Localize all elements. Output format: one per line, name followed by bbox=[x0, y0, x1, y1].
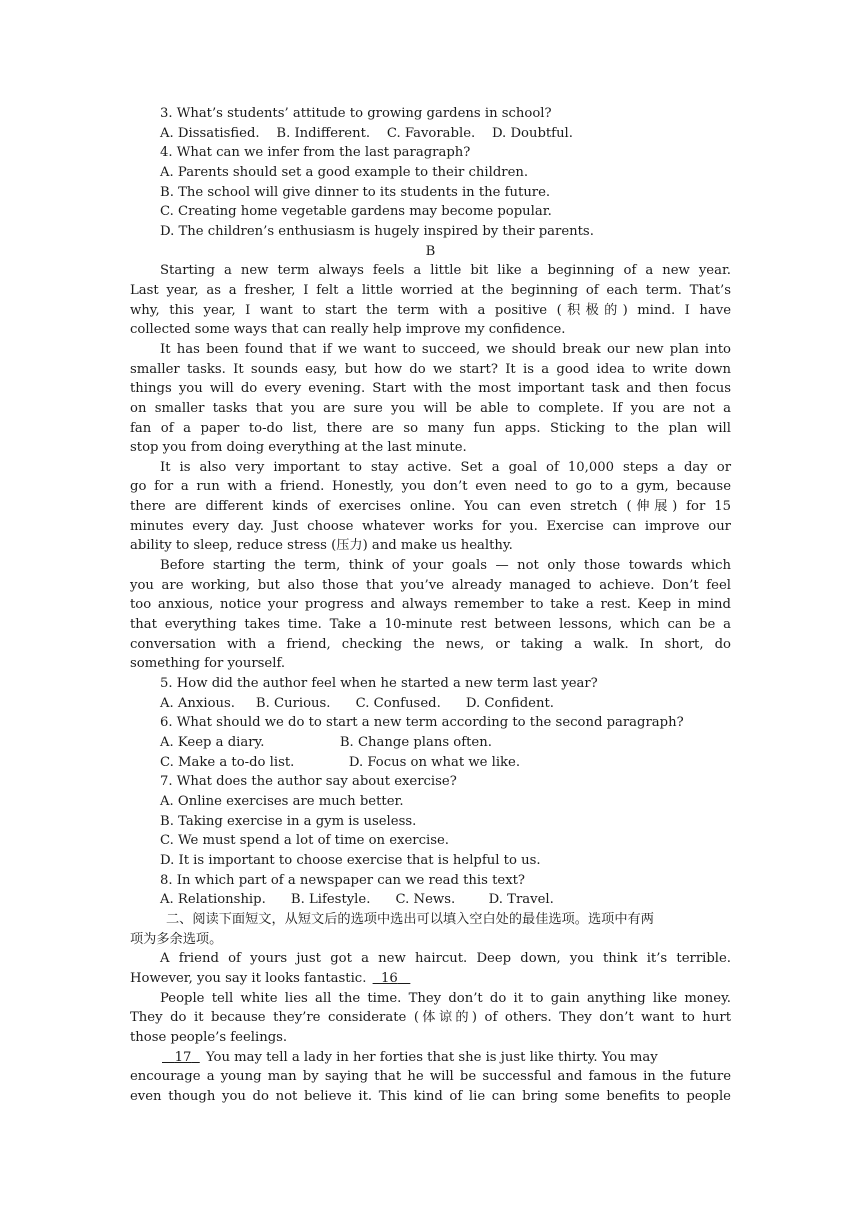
question-8: 8. In which part of a newspaper can we read this text? bbox=[160, 872, 526, 888]
passage-line: that everything takes time. Take a 10-minute rest between lessons, which can be a bbox=[130, 617, 731, 633]
passage-line: stop you from doing everything at the last minute. bbox=[130, 440, 467, 456]
passage-line: A friend of yours just got a new haircut. Deep down, you think it’s terrible. bbox=[160, 951, 731, 967]
passage-c-paragraph-2 bbox=[130, 989, 731, 1048]
passage-line: even though you do not believe it. This kind of lie can bring some benefits to people bbox=[130, 1088, 731, 1104]
passage-line: things you will do every evening. Start with the most important task and then focus bbox=[130, 381, 731, 397]
instruction-line-2: 项为多余选项。 bbox=[130, 931, 223, 947]
blank-17 bbox=[160, 1048, 202, 1068]
passage-line: It has been found that if we want to succeed, we should break our new plan into bbox=[160, 341, 731, 357]
passage-line: go for a run with a friend. Honestly, you don’t even need to go to a gym, because bbox=[130, 479, 731, 495]
blank-16-number: 16 bbox=[380, 970, 398, 986]
questions-3-4 bbox=[130, 104, 731, 242]
section-b-title: B bbox=[425, 243, 436, 259]
passage-line: those people’s feelings. bbox=[130, 1029, 288, 1045]
question-6-options-ab: A. Keep a diary. B. Change plans often. bbox=[160, 735, 492, 750]
question-7: 7. What does the author say about exercise? bbox=[160, 774, 457, 790]
question-4-option-a: A. Parents should set a good example to their children. bbox=[160, 164, 529, 180]
question-4-option-c: C. Creating home vegetable gardens may become popular. bbox=[160, 204, 552, 220]
passage-line: Before starting the term, think of your goals — not only those towards which bbox=[160, 558, 731, 574]
question-6-options-cd: C. Make a to-do list. D. Focus on what we like. bbox=[160, 754, 521, 770]
passage-line: smaller tasks. It sounds easy, but how do we start? It is a good idea to write down bbox=[130, 361, 731, 377]
passage-b-paragraph-3 bbox=[130, 458, 731, 556]
question-4-option-d: D. The children’s enthusiasm is hugely inspired by their parents. bbox=[160, 223, 594, 239]
passage-line: People tell white lies all the time. They don’t do it to gain anything like money. bbox=[160, 990, 731, 1006]
passage-line: fan of a paper to-do list, there are so many fun apps. Sticking to the plan will bbox=[130, 420, 731, 436]
passage-line: why, this year, I want to start the term with a positive (积极的) mind. I have bbox=[130, 302, 731, 318]
question-5: 5. How did the author feel when he started a new term last year? bbox=[160, 676, 598, 692]
section-two-instructions bbox=[130, 910, 731, 949]
question-7-option-c: C. We must spend a lot of time on exercise. bbox=[160, 833, 449, 849]
passage-line: Last year, as a fresher, I felt a little worried at the beginning of each term. That’s bbox=[130, 282, 731, 298]
passage-line: on smaller tasks that you are sure you will be able to complete. If you are not a bbox=[130, 400, 731, 416]
passage-line: collected some ways that can really help improve my confidence. bbox=[130, 322, 566, 338]
question-7-option-d: D. It is important to choose exercise that is helpful to us. bbox=[160, 852, 541, 868]
passage-line: It is also very important to stay active. Set a goal of 10,000 steps a day or bbox=[160, 459, 731, 475]
passage-line: you are working, but also those that you’ve already managed to achieve. Don’t feel bbox=[130, 577, 731, 593]
question-4: 4. What can we infer from the last paragraph? bbox=[160, 145, 471, 161]
passage-b-paragraph-1 bbox=[130, 261, 731, 340]
question-6: 6. What should we do to start a new term according to the second paragraph? bbox=[160, 715, 684, 731]
passage-line bbox=[130, 1048, 731, 1068]
passage-line: They do it because they’re considerate (体谅的) of others. They don’t want to hurt bbox=[130, 1010, 731, 1026]
passage-line: there are different kinds of exercises online. You can even stretch (伸展) for 15 bbox=[130, 499, 731, 515]
passage-c-paragraph-1 bbox=[130, 949, 731, 988]
passage-text: You may tell a lady in her forties that she is just like thirty. You may bbox=[201, 1049, 658, 1065]
question-5-options: A. Anxious. B. Curious. C. Confused. D. Confident. bbox=[160, 695, 554, 711]
passage-line: Starting a new term always feels a little bit like a beginning of a new year. bbox=[160, 263, 731, 279]
document-page bbox=[130, 104, 731, 1106]
passage-text: However, you say it looks fantastic. bbox=[130, 970, 371, 986]
question-3: 3. What’s students’ attitude to growing gardens in school? bbox=[160, 106, 552, 121]
question-4-option-b: B. The school will give dinner to its students in the future. bbox=[160, 184, 551, 200]
questions-5-8 bbox=[130, 674, 731, 910]
passage-line: conversation with a friend, checking the news, or taking a walk. In short, do bbox=[130, 636, 731, 652]
passage-b-paragraph-2 bbox=[130, 340, 731, 458]
question-7-option-b: B. Taking exercise in a gym is useless. bbox=[160, 813, 417, 829]
passage-line: minutes every day. Just choose whatever works for you. Exercise can improve our bbox=[130, 518, 731, 534]
passage-c-paragraph-3 bbox=[130, 1048, 731, 1107]
instruction-line-1: 二、阅读下面短文，从短文后的选项中选出可以填入空白处的最佳选项。选项中有两 bbox=[166, 911, 654, 927]
passage-line: too anxious, notice your progress and always remember to take a rest. Keep in mind bbox=[130, 597, 731, 613]
passage-line: ability to sleep, reduce stress (压力) and make us healthy. bbox=[130, 538, 513, 554]
blank-16 bbox=[371, 969, 413, 989]
passage-line bbox=[130, 969, 731, 989]
question-3-options: A. Dissatisfied. B. Indifferent. C. Favorable. D. Doubtful. bbox=[160, 125, 573, 141]
passage-line: encourage a young man by saying that he will be successful and famous in the future bbox=[130, 1069, 731, 1085]
passage-b-paragraph-4 bbox=[130, 556, 731, 674]
question-7-option-a: A. Online exercises are much better. bbox=[160, 793, 404, 809]
passage-line: something for yourself. bbox=[130, 656, 286, 672]
question-8-options: A. Relationship. B. Lifestyle. C. News. D. Travel. bbox=[160, 892, 554, 908]
blank-17-number: 17 bbox=[174, 1049, 192, 1065]
